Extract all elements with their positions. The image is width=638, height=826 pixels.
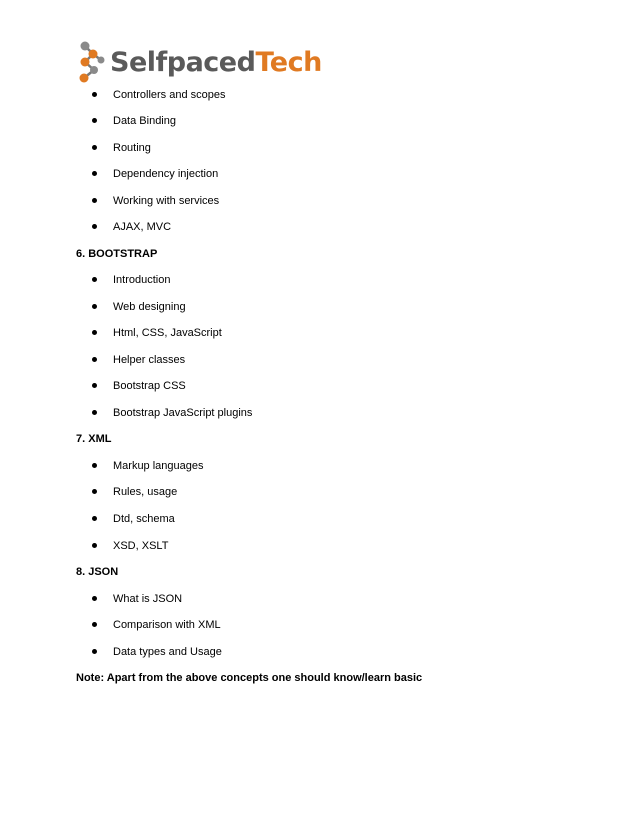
- logo-text-tech: Tech: [255, 46, 322, 78]
- course-outline: Controllers and scopes Data Binding Routing Dependency injection Working with services AJAX, MVC 6. BOOTSTRAP Introduction Web designing Html, CSS, JavaScript Helper classes Bootstrap CSS Bootstrap JavaScript plugins 7. XML Markup languages Rules, usage Dtd, schema XSD, XSLT 8. JSON What is JSON Comparison with XML Data types and Usage Note: Apart from the above concepts one should know/learn basic: [76, 89, 423, 684]
- logo-text-selfpaced: Selfpaced: [110, 46, 256, 78]
